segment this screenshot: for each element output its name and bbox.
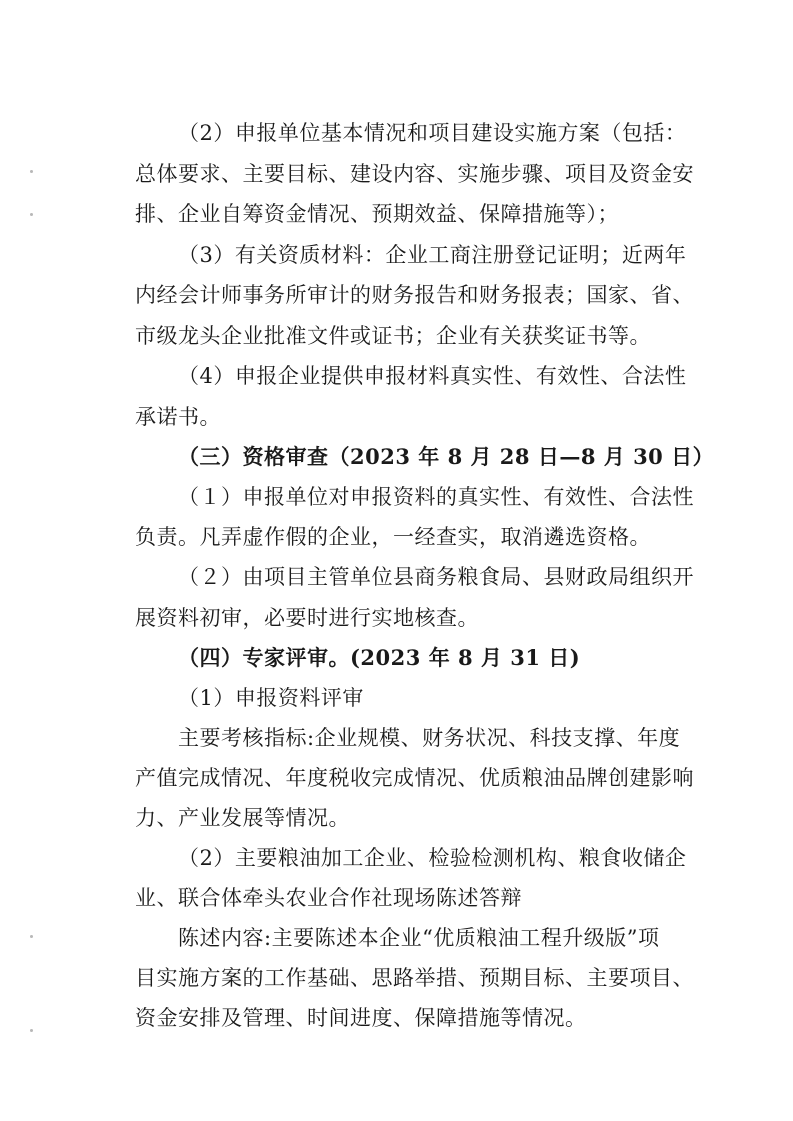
paragraph-line: 资金安排及管理、时间进度、保障措施等情况。 — [135, 1006, 587, 1030]
paragraph-line: 总体要求、主要目标、建设内容、实施步骤、项目及资金安 — [135, 162, 694, 186]
paragraph-line: 内经会计师事务所审计的财务报告和财务报表；国家、省、 — [135, 283, 694, 307]
paragraph-line: （1）申报资料评审 — [178, 686, 364, 710]
paragraph-line: 展资料初审，必要时进行实地核查。 — [135, 606, 479, 630]
paragraph-line: 主要考核指标:企业规模、财务状况、科技支撑、年度 — [178, 726, 681, 750]
paragraph-line: 力、产业发展等情况。 — [135, 806, 350, 830]
paragraph-line: 市级龙头企业批准文件或证书；企业有关获奖证书等。 — [135, 324, 651, 348]
paragraph-line: （2）主要粮油加工企业、检验检测机构、粮食收储企 — [178, 846, 687, 870]
paragraph-line: 业、联合体牵头农业合作社现场陈述答辩 — [135, 886, 522, 910]
scan-speck — [30, 935, 33, 938]
scan-speck — [30, 213, 33, 216]
paragraph-line: （１）申报单位对申报资料的真实性、有效性、合法性 — [178, 485, 694, 509]
scan-speck — [30, 170, 33, 173]
paragraph-line: （4）申报企业提供申报材料真实性、有效性、合法性 — [178, 364, 687, 388]
paragraph-line: 承诺书。 — [135, 405, 221, 429]
section-heading: （三）资格审查（2023 年 8 月 28 日—8 月 30 日） — [178, 444, 715, 469]
paragraph-line: （3）有关资质材料：企业工商注册登记证明；近两年 — [178, 243, 687, 267]
scan-speck — [30, 1029, 33, 1032]
paragraph-line: （2）申报单位基本情况和项目建设实施方案（包括： — [178, 121, 687, 145]
paragraph-line: 陈述内容:主要陈述本企业“优质粮油工程升级版”项 — [178, 926, 660, 950]
paragraph-line: 产值完成情况、年度税收完成情况、优质粮油品牌创建影响 — [135, 766, 694, 790]
paragraph-line: （２）由项目主管单位县商务粮食局、县财政局组织开 — [178, 565, 694, 589]
paragraph-line: 负责。凡弄虚作假的企业，一经查实，取消遴选资格。 — [135, 525, 651, 549]
section-heading: （四）专家评审。(2023 年 8 月 31 日) — [178, 645, 581, 670]
paragraph-line: 排、企业自筹资金情况、预期效益、保障措施等）； — [135, 202, 619, 226]
paragraph-line: 目实施方案的工作基础、思路举措、预期目标、主要项目、 — [135, 966, 694, 990]
